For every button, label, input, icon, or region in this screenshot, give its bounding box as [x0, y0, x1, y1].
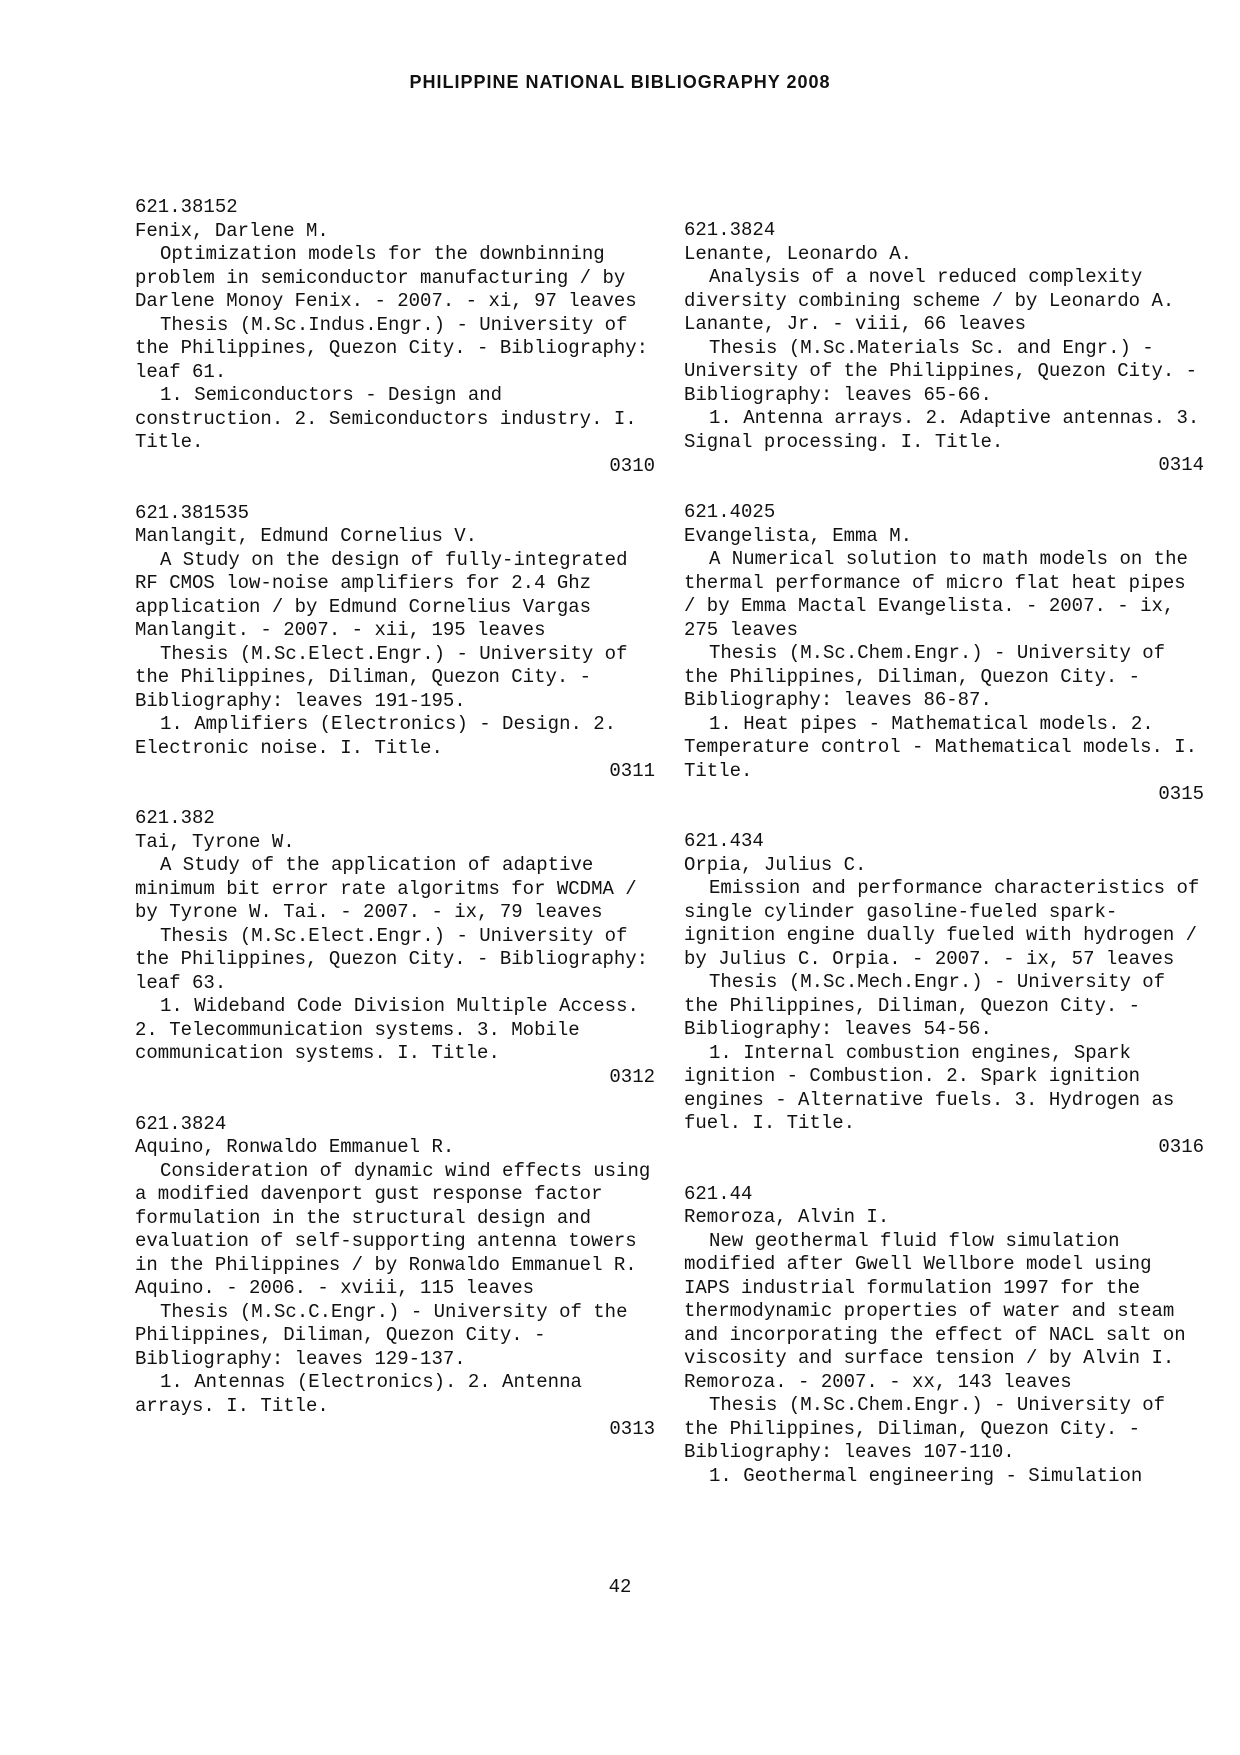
- page-header: PHILIPPINE NATIONAL BIBLIOGRAPHY 2008: [409, 72, 831, 92]
- author: Evangelista, Emma M.: [684, 524, 913, 547]
- bibliography-entry: [135, 502, 655, 784]
- entry-number: 0312: [609, 1065, 655, 1088]
- thesis-note: Thesis (M.Sc.Mech.Engr.) - University of the Philippines, Diliman, Quezon City. - Bibliography: leaves 54-56.: [684, 971, 1177, 1040]
- call-number: 621.44: [684, 1182, 753, 1205]
- entry-number: 0311: [609, 760, 655, 782]
- bibliography-entry: [135, 1112, 662, 1442]
- left-column: [135, 196, 662, 1465]
- thesis-note: Thesis (M.Sc.C.Engr.) - University of the Philippines, Diliman, Quezon City. - Bibliography: leaves 129-137.: [135, 1300, 639, 1370]
- entry-number: 0310: [609, 454, 655, 477]
- author: Orpia, Julius C.: [684, 853, 867, 876]
- subject-headings: 1. Antennas (Electronics). 2. Antenna arrays. I. Title.: [135, 1371, 594, 1417]
- thesis-note: Thesis (M.Sc.Chem.Engr.) - University of the Philippines, Diliman, Quezon City. - Bibliography: leaves 86-87.: [684, 642, 1177, 711]
- call-number: 621.4025: [684, 501, 776, 523]
- entry-number: 0313: [609, 1418, 655, 1440]
- entry-title: A Study of the application of adaptive minimum bit error rate algoritms for WCDMA / by Tyrone W. Tai. - 2007. - ix, 79 leaves: [135, 854, 649, 923]
- entry-number: 0315: [1158, 783, 1204, 805]
- subject-headings: 1. Heat pipes - Mathematical models. 2. Temperature control - Mathematical models. I. Title.: [684, 712, 1209, 782]
- call-number: 621.434: [684, 830, 764, 852]
- author: Lenante, Leonardo A.: [684, 242, 913, 265]
- page-number: 42: [608, 1576, 632, 1598]
- entry-title: Analysis of a novel reduced complexity diversity combining scheme / by Leonardo A. Lanante, Jr. - viii, 66 leaves: [684, 266, 1186, 335]
- call-number: 621.382: [135, 807, 215, 829]
- call-number: 621.3824: [135, 1112, 227, 1135]
- subject-headings: 1. Antenna arrays. 2. Adaptive antennas. 3. Signal processing. I. Title.: [684, 407, 1211, 453]
- entry-number: 0314: [1158, 454, 1204, 476]
- thesis-note: Thesis (M.Sc.Elect.Engr.) - University of the Philippines, Diliman, Quezon City. - Bibliography: leaves 191-195.: [135, 642, 639, 712]
- bibliography-entry: [684, 830, 1211, 1159]
- author: Tai, Tyrone W.: [135, 830, 295, 853]
- thesis-note: Thesis (M.Sc.Chem.Engr.) - University of the Philippines, Diliman, Quezon City. - Bibliography: leaves 107-110.: [684, 1394, 1177, 1463]
- call-number: 621.381535: [135, 501, 250, 524]
- entry-title: A Numerical solution to math models on the thermal performance of micro flat heat pipes / by Emma Mactal Evangelista. - 2007. - ix, 275 leaves: [684, 548, 1200, 641]
- entry-title: New geothermal fluid flow simulation modified after Gwell Wellbore model using IAPS industrial formulation 1997 for the thermodynamic properties of water and steam and incorporating the effect of NACL salt on viscosity and surface tension / by Alvin I. Remoroza. - 2007. - xx, 143 leaves: [684, 1229, 1198, 1393]
- bibliography-entry: [135, 807, 660, 1089]
- author: Manlangit, Edmund Cornelius V.: [135, 525, 478, 547]
- entry-number: 0316: [1158, 1135, 1204, 1158]
- call-number: 621.38152: [135, 196, 238, 218]
- subject-headings: 1. Geothermal engineering - Simulation: [709, 1464, 1143, 1487]
- entry-title: A Study on the design of fully-integrated RF CMOS low-noise amplifiers for 2.4 Ghz application / by Edmund Cornelius Vargas Manlangit. - 2007. - xii, 195 leaves: [135, 548, 639, 641]
- entry-title: Optimization models for the downbinning problem in semiconductor manufacturing / by Darlene Monoy Fenix. - 2007. - xi, 97 leaves: [135, 243, 637, 312]
- author: Aquino, Ronwaldo Emmanuel R.: [135, 1136, 455, 1158]
- bibliography-entry: [135, 196, 660, 478]
- bibliography-entry: [684, 219, 1211, 478]
- subject-headings: 1. Wideband Code Division Multiple Access. 2. Telecommunication systems. 3. Mobile communication systems. I. Title.: [135, 995, 651, 1064]
- thesis-note: Thesis (M.Sc.Indus.Engr.) - University of the Philippines, Quezon City. - Bibliography: leaf 61.: [135, 313, 660, 383]
- subject-headings: 1. Semiconductors - Design and construction. 2. Semiconductors industry. I. Title.: [135, 384, 649, 453]
- entry-title: Consideration of dynamic wind effects using a modified davenport gust response factor formulation in the structural design and evaluation of self-supporting antenna towers in the Philippines / by Ronwaldo Emmanuel R. Aquino. - 2006. - xviii, 115 leaves: [135, 1159, 662, 1299]
- author: Fenix, Darlene M.: [135, 219, 329, 242]
- subject-headings: 1. Amplifiers (Electronics) - Design. 2. Electronic noise. I. Title.: [135, 713, 628, 759]
- right-column: [684, 219, 1211, 1512]
- entry-title: Emission and performance characteristics of single cylinder gasoline-fueled spark-ignition engine dually fueled with hydrogen / by Julius C. Orpia. - 2007. - ix, 57 leaves: [684, 877, 1211, 970]
- author: Remoroza, Alvin I.: [684, 1206, 890, 1228]
- bibliography-entry: [684, 1183, 1204, 1489]
- thesis-note: Thesis (M.Sc.Elect.Engr.) - University of the Philippines, Quezon City. - Bibliography: leaf 63.: [135, 924, 660, 994]
- bibliography-entry: [684, 501, 1209, 807]
- thesis-note: Thesis (M.Sc.Materials Sc. and Engr.) - University of the Philippines, Quezon City. - Bibliography: leaves 65-66.: [684, 336, 1209, 406]
- call-number: 621.3824: [684, 219, 776, 241]
- subject-headings: 1. Internal combustion engines, Spark ignition - Combustion. 2. Spark ignition engines - Alternative fuels. 3. Hydrogen as fuel. I. Title.: [684, 1041, 1186, 1134]
